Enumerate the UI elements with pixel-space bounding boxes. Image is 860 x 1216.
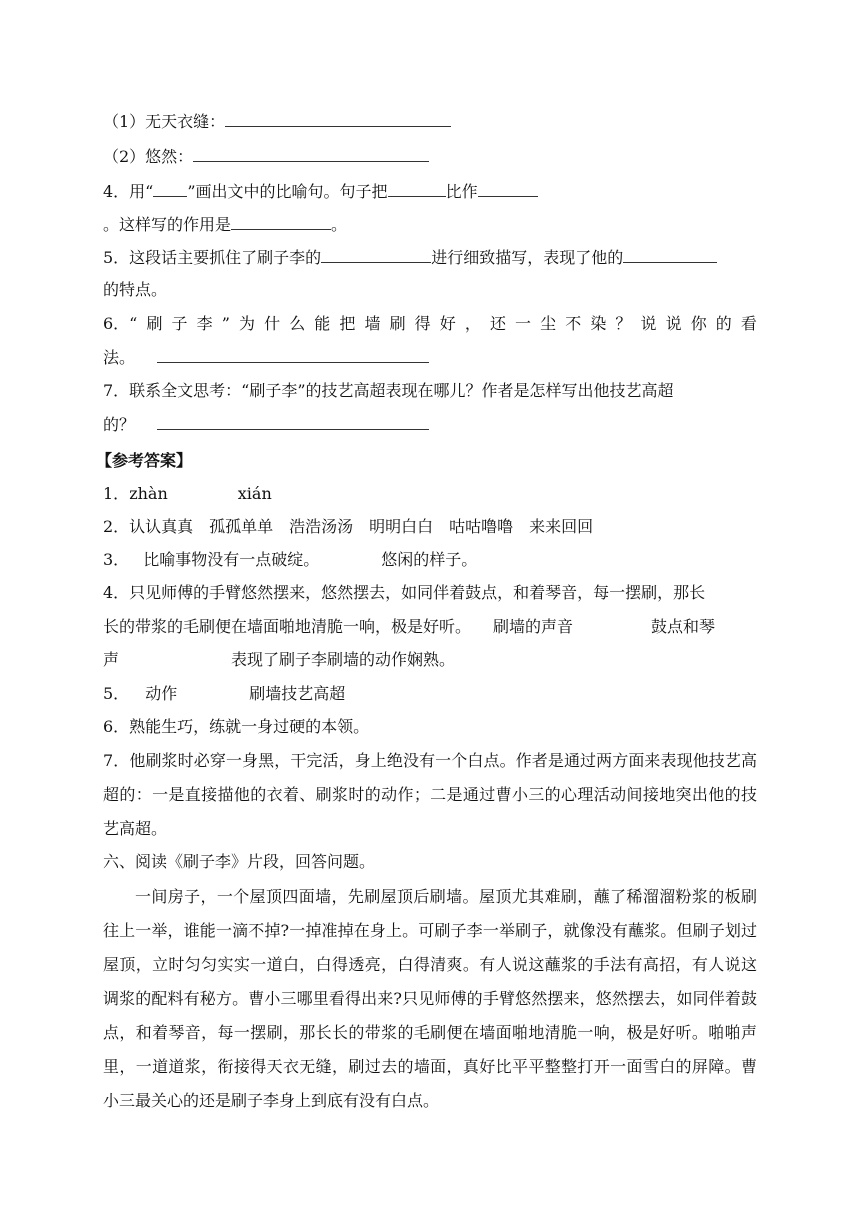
- question-4-text: 。这样写的作用是: [103, 215, 232, 234]
- question-5-line-1: [103, 246, 717, 269]
- question-6-char: ？: [615, 314, 632, 333]
- question-6-char: 一: [515, 314, 532, 333]
- answer-blank[interactable]: [321, 246, 431, 263]
- question-6-char: 还: [489, 314, 506, 333]
- question-6-char: 李: [196, 314, 213, 333]
- answer-number: 3．: [103, 550, 130, 569]
- question-4-line-2: [103, 213, 347, 236]
- question-6-char: ”: [221, 314, 230, 333]
- answer-blank[interactable]: [193, 145, 429, 162]
- question-7-line-2: [103, 413, 429, 436]
- answer-3: [103, 549, 477, 571]
- answer-text: 表现了刷子李刷墙的动作娴熟。: [231, 650, 456, 669]
- question-6-char: 说: [665, 314, 682, 333]
- answer-text: 声: [103, 650, 120, 669]
- question-6-char: 把: [339, 314, 356, 333]
- question-6-char: 你: [690, 314, 707, 333]
- question-5-text: 的特点。: [103, 280, 168, 299]
- question-4-text: ”画出文中的比喻句。句子把: [187, 182, 388, 201]
- question-5-text: 5．这段话主要抓住了刷子李的: [103, 248, 322, 267]
- answer-text: 刷墙的声音: [493, 617, 574, 636]
- answer-blank[interactable]: [153, 180, 187, 197]
- answer-6: 6．熟能生巧，练就一身过硬的本领。: [103, 717, 370, 736]
- answer-number: 5．: [103, 684, 130, 703]
- question-6-char: 刷: [389, 314, 406, 333]
- answer-blank[interactable]: [231, 213, 331, 230]
- question-6-char: 尘: [540, 314, 557, 333]
- answer-1: [103, 483, 272, 505]
- question-6-char: 染: [590, 314, 607, 333]
- question-6-line-2: [103, 346, 429, 369]
- answer-4-line-2: [103, 616, 715, 638]
- answer-4-line-3: [103, 649, 455, 671]
- question-6-char: 6．“: [103, 314, 138, 333]
- question-1-item: [103, 110, 451, 133]
- question-7-text: 7．联系全文思考：“刷子李”的技艺高超表现在哪儿？作者是怎样写出他技艺高超: [103, 381, 674, 400]
- question-7-line-1: [103, 380, 674, 402]
- answer-text: 刷墙技艺高超: [249, 684, 346, 703]
- answer-7: 7．他刷浆时必穿一身黑，干完活，身上绝没有一个白点。作者是通过两方面来表现他技艺高超的：一是直接描他的衣着、刷浆时的动作；二是通过曹小三的心理活动间接地突出他的技艺高超。: [103, 751, 757, 838]
- question-6-char: 好: [439, 314, 456, 333]
- question-6-text: 法。: [103, 348, 136, 367]
- answer-number: 1．: [103, 484, 130, 503]
- answer-text: 长的带浆的毛刷便在墙面啪地清脆一响，极是好听。: [103, 617, 472, 636]
- question-6-char: 看: [740, 314, 757, 333]
- section-6-title: 六、阅读《刷子李》片段，回答问题。: [103, 852, 376, 871]
- answer-blank[interactable]: [623, 246, 717, 263]
- answer-blank[interactable]: [157, 346, 429, 363]
- question-2-item: [103, 145, 429, 168]
- question-2-label: （2）悠然：: [103, 147, 194, 166]
- question-6-char: 什: [264, 314, 281, 333]
- question-6-char: 墙: [364, 314, 381, 333]
- answer-blank[interactable]: [225, 110, 451, 127]
- question-6-char: 么: [289, 314, 306, 333]
- answer-5: [103, 683, 345, 705]
- question-4-text: 比作: [445, 182, 478, 201]
- question-5-text: 进行细致描写，表现了他的: [431, 248, 624, 267]
- question-6-char: 为: [239, 314, 256, 333]
- answer-text: 鼓点和琴: [651, 617, 716, 636]
- question-6-char: 子: [171, 314, 188, 333]
- answer-text: 悠闲的样子。: [381, 550, 478, 569]
- question-6-char: 刷: [146, 314, 163, 333]
- question-6-line-1: [103, 313, 757, 335]
- answers-heading: 【参考答案】: [96, 451, 193, 470]
- answer-text: 比喻事物没有一点破绽。: [143, 550, 320, 569]
- question-6-char: 的: [715, 314, 732, 333]
- question-5-line-2: [103, 279, 167, 301]
- answer-blank[interactable]: [388, 180, 446, 197]
- question-7-text: 的？: [103, 415, 136, 434]
- question-4-text: 。: [331, 215, 348, 234]
- answer-blank[interactable]: [157, 413, 429, 430]
- answer-2: 2．认认真真 孤孤单单 浩浩汤汤 明明白白 咕咕噜噜 来来回回: [103, 517, 594, 536]
- question-6-char: 得: [414, 314, 431, 333]
- answer-4-line-1: 4．只见师傅的手臂悠然摆来，悠然摆去，如同伴着鼓点，和着琴音，每一摆刷，那长: [103, 583, 706, 602]
- question-6-char: 说: [640, 314, 657, 333]
- pinyin: zhàn: [129, 484, 168, 503]
- pinyin: xián: [237, 484, 272, 503]
- question-6-char: 不: [565, 314, 582, 333]
- question-4-text: 4．用“: [103, 182, 154, 201]
- answer-blank[interactable]: [478, 180, 538, 197]
- question-4-line-1: [103, 180, 538, 203]
- question-1-label: （1）无天衣缝：: [103, 112, 226, 131]
- answer-text: 动作: [145, 684, 178, 703]
- reading-passage: 一间房子，一个屋顶四面墙，先刷屋顶后刷墙。屋顶尤其难刷，蘸了稀溜溜粉浆的板刷往上一举，谁能一滴不掉?一掉准掉在身上。可刷子李一举刷子，就像没有蘸浆。但刷子划过屋顶，立时匀匀实实一道白，白得透亮，白得清爽。有人说这蘸浆的手法有高招，有人说这调浆的配料有秘方。曹小三哪里看得出来?只见师傅的手臂悠然摆来，悠然摆去，如同伴着鼓点，和着琴音，每一摆刷，那长长的带浆的毛刷便在墙面啪地清脆一响，极是好听。啪啪声里，一道道浆，衔接得天衣无缝，刷过去的墙面，真好比平平整整打开一面雪白的屏障。曹小三最关心的还是刷子李身上到底有没有白点。: [103, 887, 757, 1110]
- question-6-char: 能: [314, 314, 331, 333]
- question-6-char: ，: [464, 314, 481, 333]
